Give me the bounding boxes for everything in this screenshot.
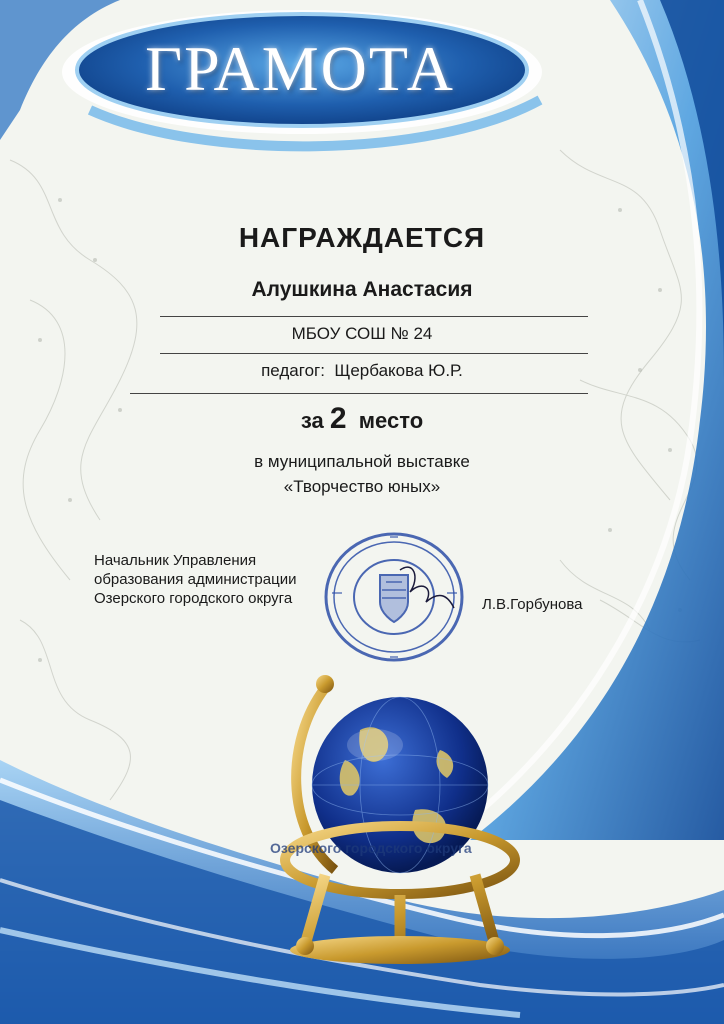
place-line bbox=[0, 402, 724, 436]
globe-trophy-icon bbox=[265, 660, 535, 970]
exhibition-line-1: в муниципальной выставке bbox=[254, 452, 470, 471]
exhibition-name: «Творчество юных» bbox=[283, 477, 441, 496]
official-seal-icon bbox=[322, 530, 467, 665]
stamp-overprint-text: Озерского городского округа bbox=[270, 840, 472, 856]
signer-title bbox=[94, 551, 334, 608]
signer-title-line: Озерского городского округа bbox=[94, 590, 293, 607]
signer-title-line: образования администрации bbox=[94, 571, 297, 588]
place-word: место bbox=[358, 408, 424, 433]
school-name: МБОУ СОШ № 24 bbox=[291, 324, 433, 343]
recipient-name: Алушкина Анастасия bbox=[251, 278, 473, 301]
divider-line bbox=[160, 353, 588, 354]
divider-line bbox=[160, 316, 588, 317]
place-number: 2 bbox=[329, 402, 347, 435]
certificate-title: ГРАМОТА bbox=[145, 33, 455, 104]
place-prefix: за bbox=[300, 408, 324, 433]
teacher-label: педагог: bbox=[261, 361, 325, 380]
signer-title-line: Начальник Управления bbox=[94, 552, 257, 569]
teacher-name: Щербакова Ю.Р. bbox=[334, 361, 463, 380]
award-heading: НАГРАЖДАЕТСЯ bbox=[238, 222, 486, 253]
divider-line bbox=[130, 393, 588, 394]
signer-name: Л.В.Горбунова bbox=[482, 596, 583, 613]
teacher-line bbox=[0, 361, 724, 381]
